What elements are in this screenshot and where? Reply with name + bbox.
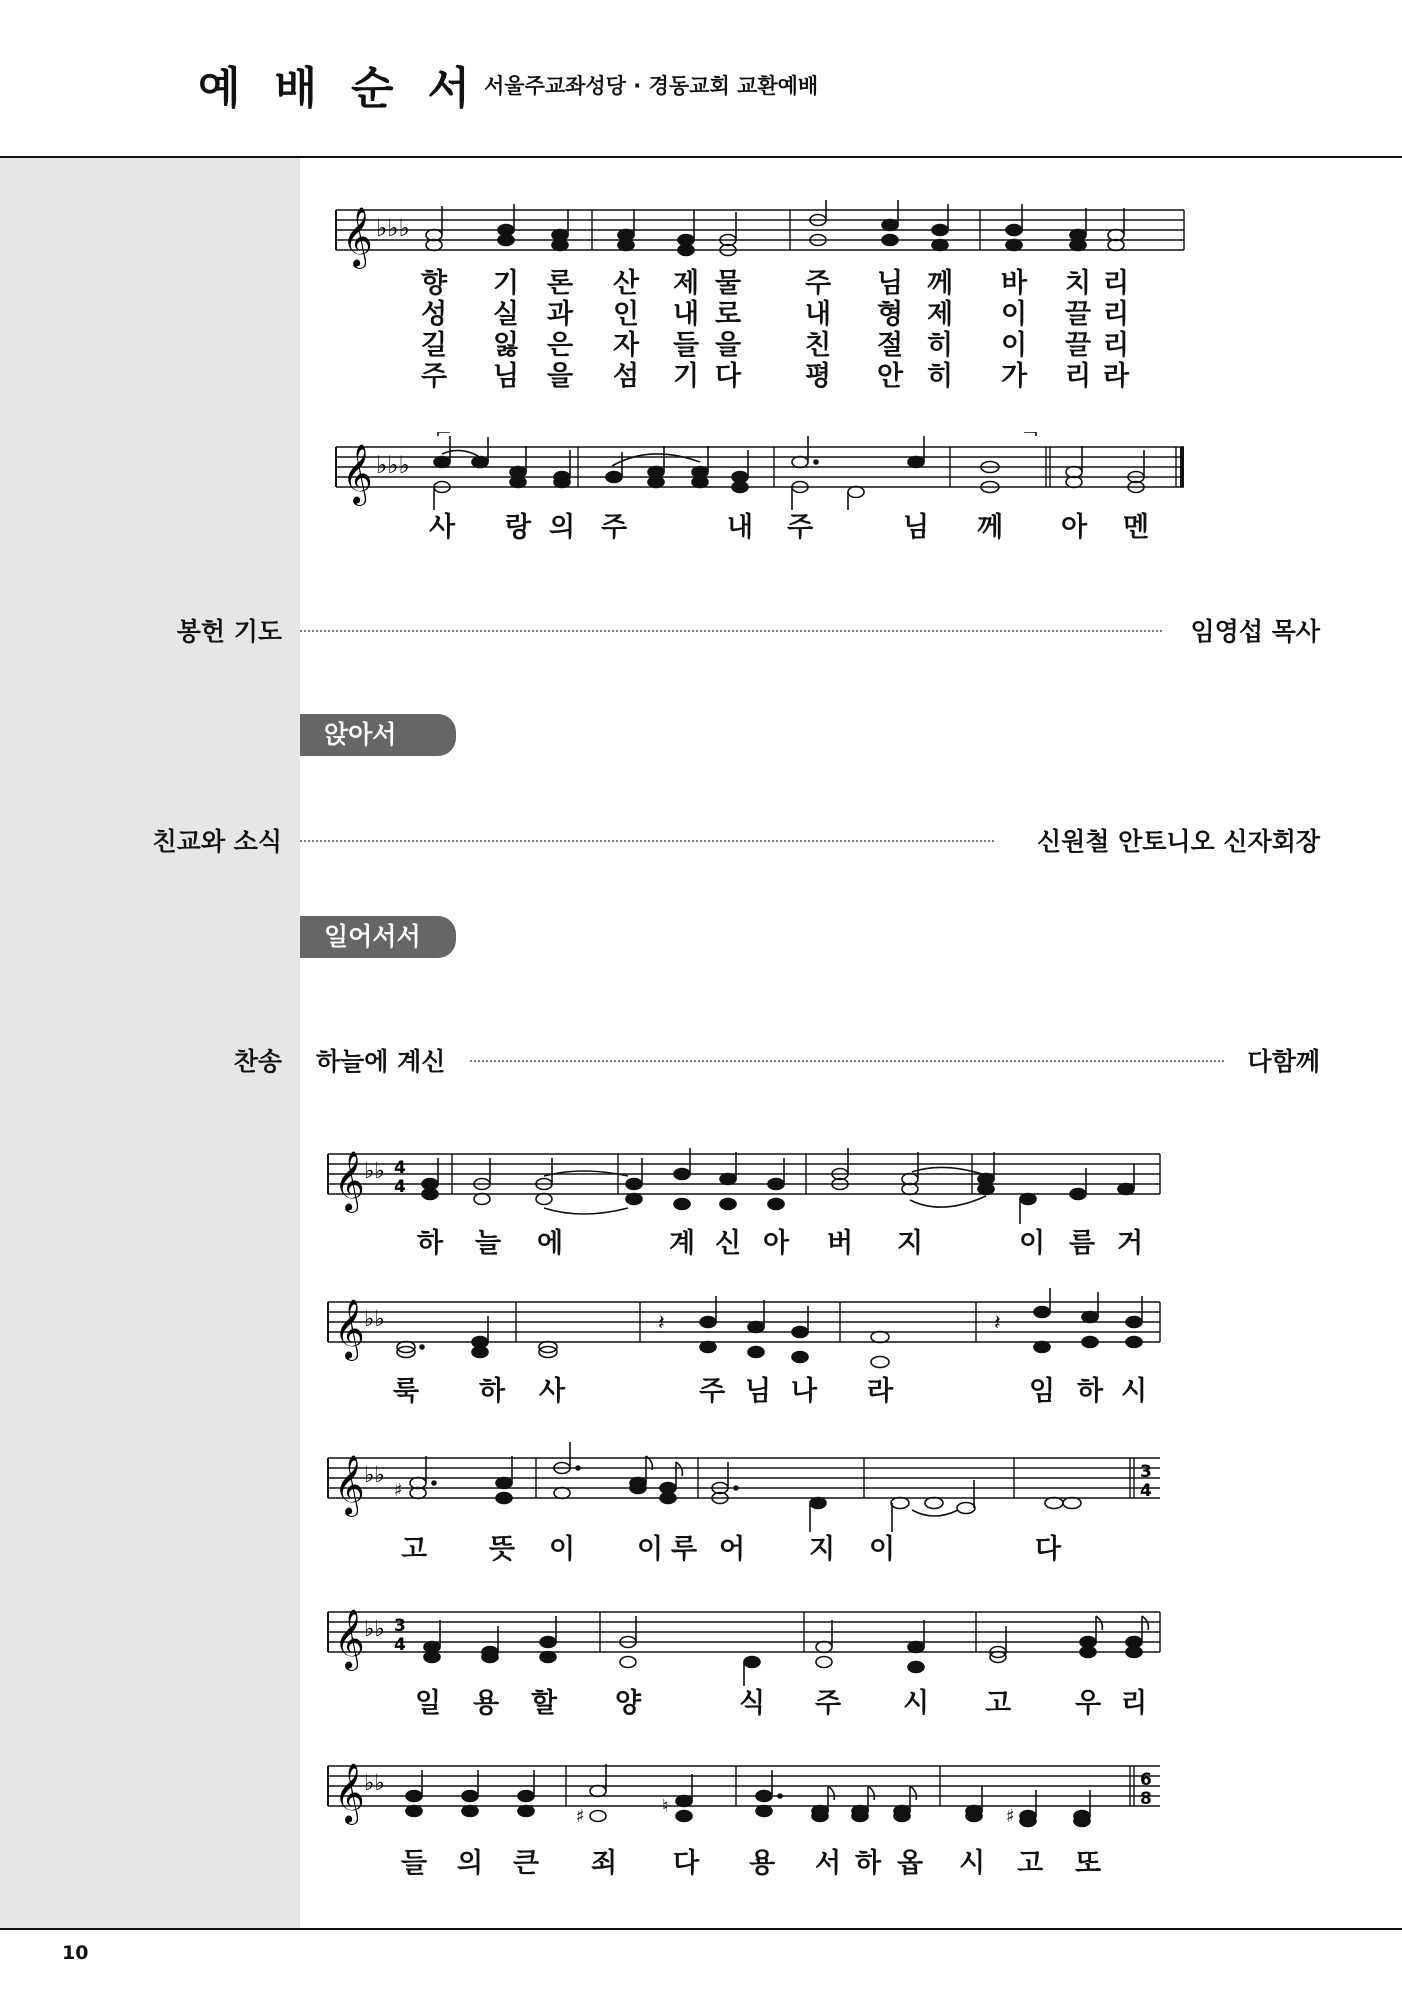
lyric-syllable: 사 <box>538 1376 566 1407</box>
svg-text:♭♭: ♭♭ <box>364 1307 385 1332</box>
hymn1-staff-row2 <box>330 432 1190 512</box>
lyric-syllable: 죄 <box>590 1848 618 1879</box>
lyric-syllable: 이 <box>1000 330 1028 361</box>
lyric-syllable: 고 <box>400 1534 428 1565</box>
hymn2-line-1 <box>322 1228 1166 1259</box>
lyric-syllable: 시 <box>902 1688 930 1719</box>
lyric-syllable: 치 <box>1064 268 1092 299</box>
lyric-syllable: 사 <box>428 512 456 543</box>
svg-text:𝄞: 𝄞 <box>334 1455 365 1515</box>
svg-text:♭♭♭: ♭♭♭ <box>376 451 410 479</box>
lyric-syllable: 고 <box>984 1688 1012 1719</box>
hymn2-line-5 <box>322 1848 1166 1879</box>
lyric-syllable: 님 <box>902 512 930 543</box>
lyric-syllable: 섬 <box>612 361 640 392</box>
lyric-syllable: 이 <box>636 1534 664 1565</box>
hymn2-lyrics-row3 <box>322 1534 1166 1568</box>
lyric-syllable: 늘 <box>474 1228 502 1259</box>
lyric-syllable: 께 <box>926 268 954 299</box>
fellowship-label: 친교와 소식 <box>152 827 282 856</box>
svg-text:𝄞: 𝄞 <box>342 444 373 504</box>
offering-prayer-row <box>0 612 1402 646</box>
lyric-syllable: 양 <box>614 1688 642 1719</box>
lyric-syllable: 리 <box>1064 361 1092 392</box>
hymn2-line-3 <box>322 1534 1166 1565</box>
lyric-syllable: 의 <box>456 1848 484 1879</box>
lyric-syllable: 내 <box>804 299 832 330</box>
hymn2-staff-row3 <box>322 1440 1166 1536</box>
lyric-syllable: 이 <box>1000 299 1028 330</box>
fellowship-leader: 신원철 안토니오 신자회장 <box>1036 827 1320 856</box>
lyric-syllable: 이 <box>1018 1228 1046 1259</box>
lyric-syllable: 히 <box>926 330 954 361</box>
lyric-syllable: 시 <box>1120 1376 1148 1407</box>
lyric-syllable: 하 <box>1076 1376 1104 1407</box>
lyric-syllable: 주 <box>814 1688 842 1719</box>
lyric-syllable: 식 <box>738 1688 766 1719</box>
hymn-title: 하늘에 계신 <box>316 1047 446 1076</box>
lyric-syllable: 을 <box>714 330 742 361</box>
lyric-syllable: 끌 <box>1064 299 1092 330</box>
hymn1-staff-row1 <box>330 200 1190 275</box>
lyric-syllable: 다 <box>1034 1534 1062 1565</box>
lyric-syllable: 주 <box>804 268 832 299</box>
lyric-syllable: 하 <box>416 1228 444 1259</box>
hymn-label: 찬송 <box>233 1047 282 1076</box>
lyric-syllable: 안 <box>876 361 904 392</box>
lyric-syllable: 평 <box>804 361 832 392</box>
lyric-syllable: 하 <box>854 1848 882 1879</box>
lyric-syllable: 랑 <box>504 512 532 543</box>
lyric-syllable: 을 <box>546 361 574 392</box>
lyric-syllable: 향 <box>420 268 448 299</box>
lyric-syllable: 리 <box>1102 268 1130 299</box>
hymn2-staff-row5 <box>322 1752 1166 1840</box>
page-title: 예배순서 <box>198 63 505 114</box>
lyric-syllable: 뜻 <box>488 1534 516 1565</box>
lyric-syllable: 기 <box>492 268 520 299</box>
hymn2-lyrics-row5 <box>322 1848 1166 1882</box>
lyric-syllable: 내 <box>726 512 754 543</box>
lyric-syllable: 은 <box>546 330 574 361</box>
svg-text:𝄞: 𝄞 <box>334 1151 365 1211</box>
hymn2-lyrics-row4 <box>322 1688 1166 1722</box>
page-number: 10 <box>62 1942 89 1964</box>
lyric-syllable: 할 <box>530 1688 558 1719</box>
svg-text:4: 4 <box>1140 1481 1152 1501</box>
lyric-syllable: 산 <box>612 268 640 299</box>
svg-text:4: 4 <box>394 1158 406 1178</box>
lyric-syllable: 과 <box>546 299 574 330</box>
leader-dots <box>470 1060 1224 1062</box>
lyric-syllable: 멘 <box>1122 512 1150 543</box>
hymn1-lyrics-row2 <box>330 512 1190 546</box>
lyric-syllable: 옵 <box>896 1848 924 1879</box>
lyric-syllable: 루 <box>670 1534 698 1565</box>
lyric-syllable: 룩 <box>392 1376 420 1407</box>
page-subtitle: 서울주교좌성당 · 경동교회 교환예배 <box>484 74 819 98</box>
lyric-syllable: 서 <box>814 1848 842 1879</box>
hymn-row <box>0 1042 1402 1076</box>
lyric-syllable: 님 <box>876 268 904 299</box>
lyric-syllable: 기 <box>672 361 700 392</box>
lyric-syllable: 고 <box>1016 1848 1044 1879</box>
svg-text:♯: ♯ <box>394 1480 403 1501</box>
lyric-syllable: 길 <box>420 330 448 361</box>
svg-text:♯: ♯ <box>1006 1806 1015 1827</box>
lyric-syllable: 지 <box>808 1534 836 1565</box>
lyric-syllable: 다 <box>672 1848 700 1879</box>
svg-text:♭♭♭: ♭♭♭ <box>376 214 410 242</box>
lyric-syllable: 아 <box>762 1228 790 1259</box>
lyric-syllable: 바 <box>1000 268 1028 299</box>
svg-text:3: 3 <box>1140 1462 1152 1482</box>
posture-badge-sit: 앉아서 <box>300 714 456 756</box>
lyric-syllable: 들 <box>672 330 700 361</box>
lyric-syllable: 어 <box>718 1534 746 1565</box>
lyric-syllable: 제 <box>926 299 954 330</box>
lyric-syllable: 로 <box>714 299 742 330</box>
hymn2-line-4 <box>322 1688 1166 1719</box>
svg-text:𝄽: 𝄽 <box>994 1311 1001 1336</box>
lyric-syllable: 이 <box>548 1534 576 1565</box>
hymn2-staff-row4 <box>322 1598 1166 1686</box>
lyric-syllable: 신 <box>714 1228 742 1259</box>
svg-text:♭♭: ♭♭ <box>364 1617 385 1642</box>
hymn2-lyrics-row2 <box>322 1376 1166 1410</box>
lyric-syllable: 성 <box>420 299 448 330</box>
lyric-syllable: 님 <box>492 361 520 392</box>
hymn1-verse-3 <box>330 330 1190 361</box>
svg-text:♯: ♯ <box>576 1806 585 1827</box>
page-header <box>0 0 1402 158</box>
hymn2-lyrics-row1 <box>322 1228 1166 1262</box>
lyric-syllable: 용 <box>472 1688 500 1719</box>
leader-dots <box>300 630 1162 632</box>
lyric-syllable: 내 <box>672 299 700 330</box>
lyric-syllable: 물 <box>714 268 742 299</box>
hymn1-verse-4 <box>330 361 1190 392</box>
hymn1-verse-1 <box>330 268 1190 299</box>
hymn2-staff-row1 <box>322 1134 1166 1228</box>
svg-text:4: 4 <box>394 1177 406 1197</box>
lyric-syllable: 하 <box>478 1376 506 1407</box>
lyric-syllable: 들 <box>400 1848 428 1879</box>
lyric-syllable: 아 <box>1060 512 1088 543</box>
lyric-syllable: 계 <box>668 1228 696 1259</box>
lyric-syllable: 다 <box>714 361 742 392</box>
hymn1-lyrics-row1 <box>330 268 1190 396</box>
lyric-syllable: 나 <box>790 1376 818 1407</box>
lyric-syllable: 용 <box>748 1848 776 1879</box>
lyric-syllable: 주 <box>698 1376 726 1407</box>
lyric-syllable: 끌 <box>1064 330 1092 361</box>
lyric-syllable: 에 <box>536 1228 564 1259</box>
svg-text:6: 6 <box>1140 1770 1152 1790</box>
svg-text:𝄽: 𝄽 <box>658 1311 665 1336</box>
svg-text:3: 3 <box>394 1616 406 1636</box>
lyric-syllable: 히 <box>926 361 954 392</box>
lyric-syllable: 가 <box>1000 361 1028 392</box>
lyric-syllable: 리 <box>1102 330 1130 361</box>
lyric-syllable: 제 <box>672 268 700 299</box>
svg-text:4: 4 <box>394 1635 406 1655</box>
hymn2-line-2 <box>322 1376 1166 1407</box>
lyric-syllable: 임 <box>1028 1376 1056 1407</box>
lyric-syllable: 형 <box>876 299 904 330</box>
lyric-syllable: 일 <box>414 1688 442 1719</box>
svg-text:𝄞: 𝄞 <box>334 1763 365 1823</box>
lyric-syllable: 리 <box>1120 1688 1148 1719</box>
lyric-syllable: 님 <box>744 1376 772 1407</box>
lyric-syllable: 리 <box>1102 299 1130 330</box>
svg-text:𝄞: 𝄞 <box>334 1609 365 1669</box>
svg-text:♭♭: ♭♭ <box>364 1771 385 1796</box>
fellowship-row <box>0 822 1402 856</box>
lyric-syllable: 실 <box>492 299 520 330</box>
hymn-leader: 다함께 <box>1247 1047 1320 1076</box>
lyric-syllable: 또 <box>1074 1848 1102 1879</box>
lyric-syllable: 버 <box>826 1228 854 1259</box>
lyric-syllable: 름 <box>1068 1228 1096 1259</box>
lyric-syllable: 주 <box>420 361 448 392</box>
lyric-syllable: 친 <box>804 330 832 361</box>
lyric-syllable: 의 <box>548 512 576 543</box>
lyric-syllable: 자 <box>612 330 640 361</box>
svg-text:𝄞: 𝄞 <box>334 1299 365 1359</box>
svg-text:𝄞: 𝄞 <box>342 207 373 267</box>
footer-divider <box>0 1928 1402 1930</box>
offering-prayer-leader: 임영섭 목사 <box>1190 617 1320 646</box>
lyric-syllable: 우 <box>1074 1688 1102 1719</box>
hymn1-verse-2 <box>330 299 1190 330</box>
lyric-syllable: 시 <box>958 1848 986 1879</box>
lyric-syllable: 지 <box>896 1228 924 1259</box>
lyric-syllable: 주 <box>600 512 628 543</box>
lyric-syllable: 절 <box>876 330 904 361</box>
svg-text:8: 8 <box>1140 1789 1152 1809</box>
posture-badge-stand: 일어서서 <box>300 916 456 958</box>
lyric-syllable: 론 <box>546 268 574 299</box>
lyric-syllable: 인 <box>612 299 640 330</box>
svg-text:♮: ♮ <box>662 1796 669 1817</box>
leader-dots <box>300 840 994 842</box>
hymn2-staff-row2 <box>322 1288 1166 1376</box>
lyric-syllable: 라 <box>866 1376 894 1407</box>
hymn1-amen-line <box>330 512 1190 543</box>
svg-text:♭♭: ♭♭ <box>364 1159 385 1184</box>
lyric-syllable: 주 <box>786 512 814 543</box>
lyric-syllable: 거 <box>1116 1228 1144 1259</box>
lyric-syllable: 큰 <box>512 1848 540 1879</box>
offering-prayer-label: 봉헌 기도 <box>176 617 282 646</box>
svg-text:♭♭: ♭♭ <box>364 1463 385 1488</box>
lyric-syllable: 잃 <box>492 330 520 361</box>
lyric-syllable: 라 <box>1102 361 1130 392</box>
lyric-syllable: 께 <box>976 512 1004 543</box>
lyric-syllable: 이 <box>868 1534 896 1565</box>
